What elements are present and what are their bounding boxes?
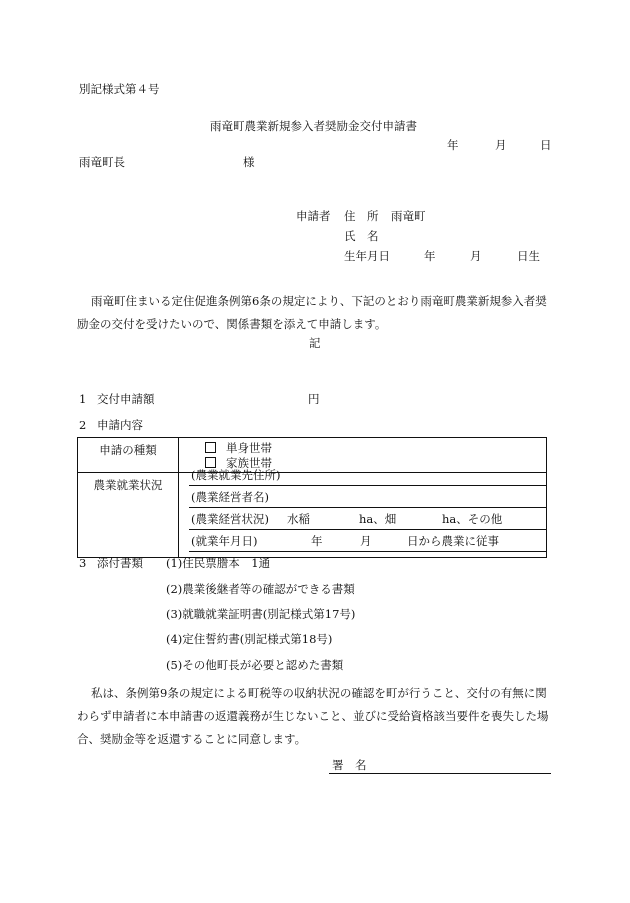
option-label: 単身世帯 — [226, 441, 272, 455]
doc-item: (2)農業後継者等の確認ができる書類 — [166, 582, 355, 596]
line-operator — [189, 486, 546, 508]
applicant-label: 申請者 — [296, 209, 331, 223]
signature-label: 署 名 — [332, 758, 367, 772]
page-title: 雨竜町農業新規参入者奨励金交付申請書 — [210, 119, 417, 133]
address-label: 住 所 — [344, 209, 379, 223]
start-suffix: 日から農業に従事 — [407, 534, 499, 548]
operator-label: (農業経営者名) — [191, 490, 269, 504]
checkbox-icon[interactable] — [205, 442, 216, 453]
doc-item: (5)その他町長が必要と認めた書類 — [166, 658, 344, 672]
line-start-date — [189, 530, 546, 552]
form-number: 別記様式第４号 — [79, 82, 160, 96]
line-status — [189, 508, 546, 530]
line-location — [189, 468, 546, 486]
name-label: 氏 名 — [344, 229, 379, 243]
birth-day: 日生 — [517, 249, 540, 263]
signature-line[interactable] — [329, 773, 551, 774]
body-paragraph: 雨竜町住まいる定住促進条例第6条の規定により、下記のとおり雨竜町農業新規参入者奨励金の交付を受けたいので、関係書類を添えて申請します。 — [77, 294, 547, 331]
addressee-name: 雨竜町長 — [79, 155, 125, 169]
date-year: 年 — [447, 138, 459, 152]
addressee-honorific: 様 — [243, 155, 255, 169]
option-single-household[interactable] — [179, 441, 546, 456]
birth-year: 年 — [424, 249, 436, 263]
location-label: (農業就業先住所) — [191, 468, 281, 482]
start-month: 月 — [360, 534, 372, 548]
birthdate-label: 生年月日 — [344, 249, 390, 263]
item2-label: 申請内容 — [97, 418, 143, 432]
ki-heading: 記 — [309, 336, 321, 350]
item3-number: 3 — [79, 556, 87, 570]
ha-field-label: ha、畑 — [359, 512, 397, 526]
status-label: (農業経営状況) — [191, 512, 269, 526]
consent-paragraph: 私は、条例第9条の規定による町税等の収納状況の確認を町が行うこと、交付の有無に関わらず申請者に本申請書の返還義務が生じないこと、並びに受給資格該当要件を喪失した場合、奨励金等を返還することに同意します。 — [77, 686, 549, 746]
application-table — [77, 437, 547, 558]
start-date-label: (就業年月日) — [191, 534, 258, 548]
doc-item: (1)住民票謄本 1通 — [166, 556, 271, 570]
employment-status-label: 農業就業状況 — [78, 473, 179, 558]
address-value: 雨竜町 — [391, 209, 426, 223]
doc-item: (3)就職就業証明書(別記様式第17号) — [166, 607, 356, 621]
item3-label: 添付書類 — [97, 556, 143, 570]
item2-number: 2 — [79, 418, 87, 432]
ha-other-label: ha、その他 — [442, 512, 503, 526]
paddy-label: 水稲 — [287, 512, 310, 526]
date-month: 月 — [495, 138, 507, 152]
item1-label: 交付申請額 — [97, 392, 155, 406]
start-year: 年 — [311, 534, 323, 548]
birth-month: 月 — [470, 249, 482, 263]
application-type-label: 申請の種類 — [78, 438, 179, 473]
employment-status-lines — [179, 468, 547, 558]
item1-unit: 円 — [308, 392, 320, 406]
option-label: 家族世帯 — [226, 456, 272, 470]
doc-item: (4)定住誓約書(別記様式第18号) — [166, 632, 333, 646]
item1-number: 1 — [79, 392, 87, 406]
date-day: 日 — [540, 138, 552, 152]
